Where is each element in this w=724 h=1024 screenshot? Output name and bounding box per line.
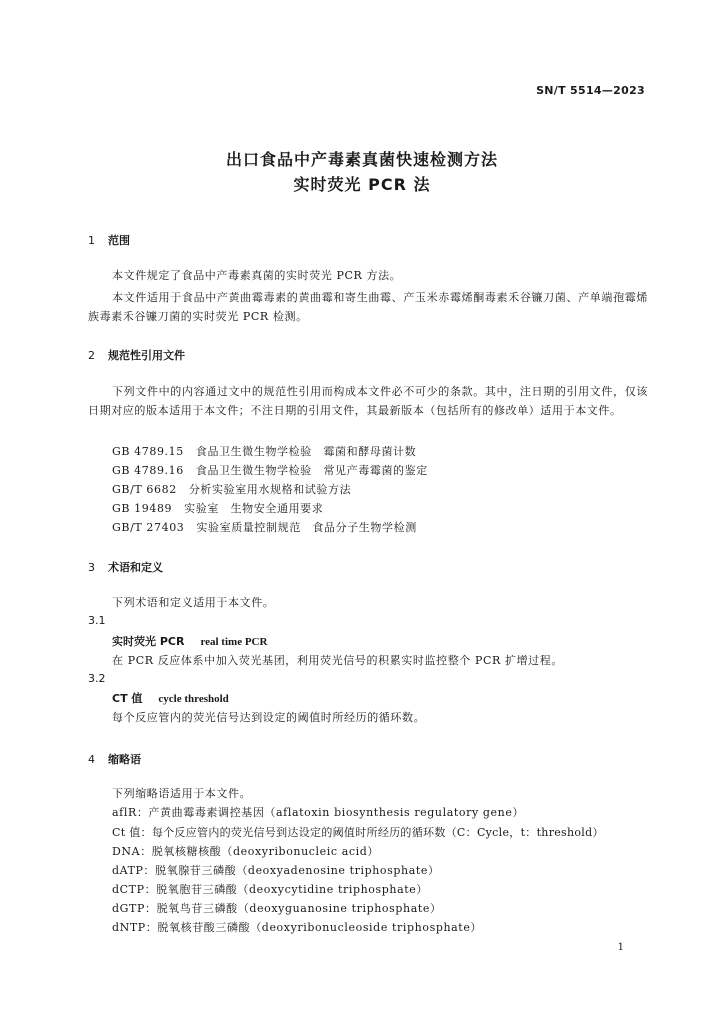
section-title: 缩略语 bbox=[108, 753, 141, 766]
section-number: 2 bbox=[88, 349, 95, 362]
section-title: 术语和定义 bbox=[108, 561, 163, 574]
section-heading-2 bbox=[88, 347, 185, 363]
section-number: 1 bbox=[88, 234, 95, 247]
reference-title: 食品卫生微生物学检验 霉菌和酵母菌计数 bbox=[195, 445, 417, 458]
abbreviation-item: dNTP：脱氧核苷酸三磷酸（deoxyribonucleoside triphosphate） bbox=[112, 921, 483, 934]
reference-code: GB/T 6682 bbox=[112, 483, 177, 496]
normative-reference bbox=[112, 481, 351, 497]
term-definition: 每个反应管内的荧光信号达到设定的阈值时所经历的循环数。 bbox=[112, 711, 426, 724]
reference-code: GB/T 27403 bbox=[112, 521, 185, 534]
abbreviation-item: dGTP：脱氧鸟苷三磷酸（deoxyguanosine triphosphate） bbox=[112, 902, 442, 915]
section-heading-3 bbox=[88, 559, 163, 575]
section-heading-4 bbox=[88, 751, 141, 767]
abbreviation-item: Ct 值：每个反应管内的荧光信号到达设定的阈值时所经历的循环数（C：Cycle，t：threshold） bbox=[112, 826, 604, 839]
term-number: 3.1 bbox=[88, 614, 106, 627]
normative-reference bbox=[112, 462, 428, 478]
reference-code: GB 4789.15 bbox=[112, 445, 184, 458]
page-number: 1 bbox=[617, 942, 624, 953]
section-number: 4 bbox=[88, 753, 95, 766]
standard-number: SN/T 5514—2023 bbox=[536, 84, 645, 97]
term-english: real time PCR bbox=[200, 636, 268, 648]
section-number: 3 bbox=[88, 561, 95, 574]
paragraph: 下列文件中的内容通过文中的规范性引用而构成本文件必不可少的条款。其中，注日期的引用文件，仅该日期对应的版本适用于本文件；不注日期的引用文件，其最新版本（包括所有的修改单）适用于本文件。 bbox=[88, 385, 648, 417]
term-heading bbox=[112, 633, 267, 649]
term-number: 3.2 bbox=[88, 672, 106, 685]
reference-code: GB 19489 bbox=[112, 502, 173, 515]
abbreviation-item: dCTP：脱氧胞苷三磷酸（deoxycytidine triphosphate） bbox=[112, 883, 428, 896]
paragraph: 本文件规定了食品中产毒素真菌的实时荧光 PCR 方法。 bbox=[112, 269, 402, 282]
section-heading-1 bbox=[88, 232, 130, 248]
abbreviation-item: DNA：脱氧核糖核酸（deoxyribonucleic acid） bbox=[112, 845, 380, 858]
reference-title: 实验室 生物安全通用要求 bbox=[184, 502, 324, 515]
reference-title: 分析实验室用水规格和试验方法 bbox=[188, 483, 352, 496]
abbreviation-item: aflR：产黄曲霉毒素调控基因（aflatoxin biosynthesis regulatory gene） bbox=[112, 806, 525, 819]
term-chinese: 实时荧光 PCR bbox=[112, 635, 185, 648]
term-heading bbox=[112, 690, 229, 706]
abbreviation-item: dATP：脱氧腺苷三磷酸（deoxyadenosine triphosphate） bbox=[112, 864, 440, 877]
term-definition: 在 PCR 反应体系中加入荧光基团，利用荧光信号的积累实时监控整个 PCR 扩增过程。 bbox=[112, 654, 563, 667]
section-title: 范围 bbox=[108, 234, 130, 247]
section-title: 规范性引用文件 bbox=[108, 349, 185, 362]
term-english: cycle threshold bbox=[158, 693, 229, 705]
paragraph: 本文件适用于食品中产黄曲霉毒素的黄曲霉和寄生曲霉、产玉米赤霉烯酮毒素禾谷镰刀菌、产单端孢霉烯族毒素禾谷镰刀菌的实时荧光 PCR 检测。 bbox=[88, 291, 648, 323]
normative-reference bbox=[112, 443, 416, 459]
normative-reference bbox=[112, 500, 323, 516]
normative-reference bbox=[112, 519, 417, 535]
reference-title: 食品卫生微生物学检验 常见产毒霉菌的鉴定 bbox=[195, 464, 428, 477]
reference-title: 实验室质量控制规范 食品分子生物学检测 bbox=[196, 521, 417, 534]
document-subtitle: 实时荧光 PCR 法 bbox=[293, 175, 431, 194]
reference-code: GB 4789.16 bbox=[112, 464, 184, 477]
paragraph: 下列术语和定义适用于本文件。 bbox=[112, 596, 275, 609]
document-title: 出口食品中产毒素真菌快速检测方法 bbox=[225, 150, 498, 169]
term-chinese: CT 值 bbox=[112, 692, 143, 705]
paragraph: 下列缩略语适用于本文件。 bbox=[112, 787, 252, 800]
